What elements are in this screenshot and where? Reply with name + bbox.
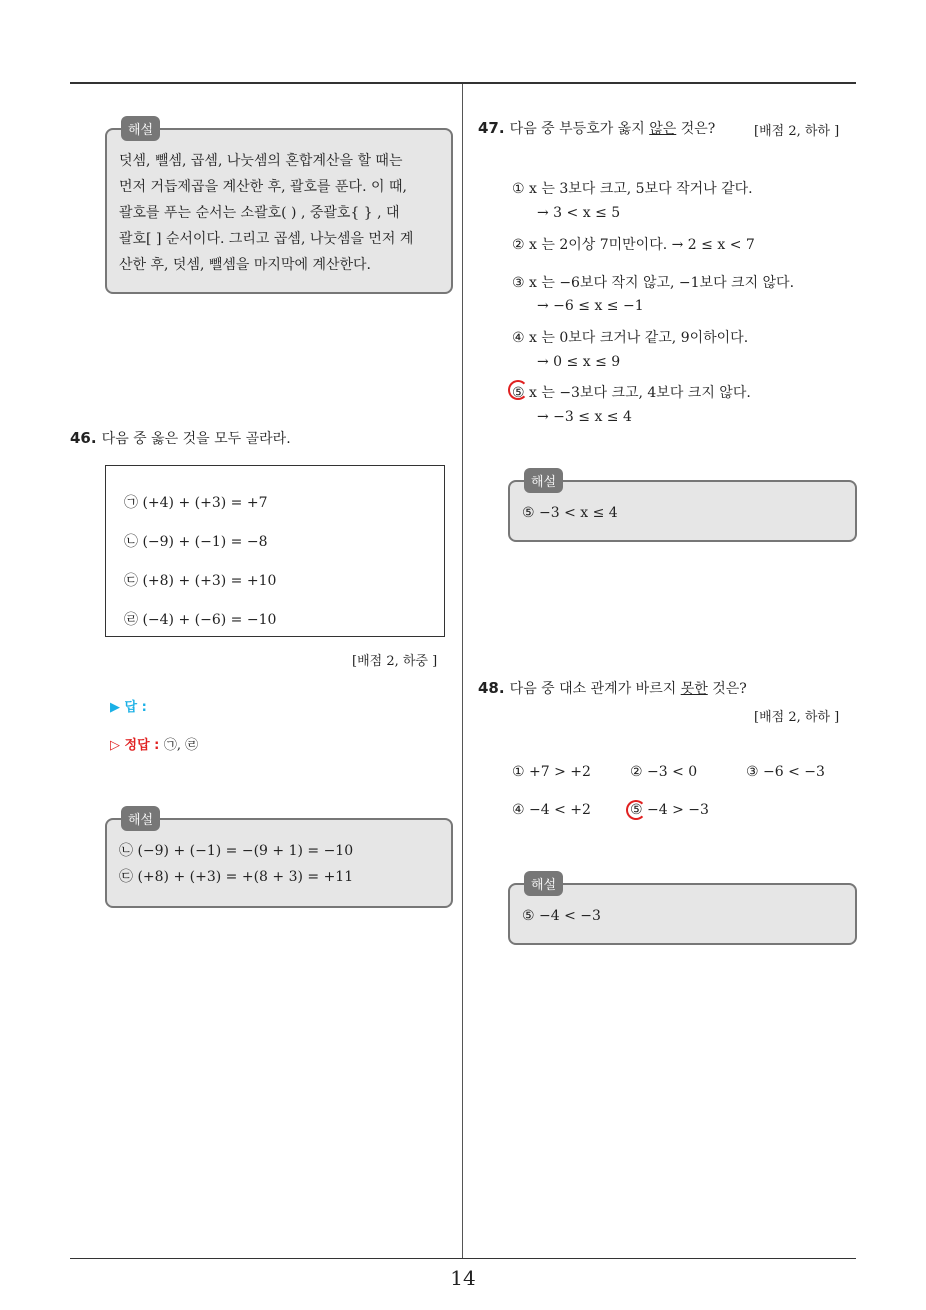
explanation-line: 괄호를 푸는 순서는 소괄호( ) , 중괄호{ } , 대 (119, 205, 400, 221)
correct-answer (110, 734, 198, 753)
question-46 (70, 428, 291, 448)
explanation-line: ㉢ (+8) + (+3) = +(8 + 3) = +11 (119, 869, 354, 885)
explanation-box-47 (508, 475, 857, 542)
option-3-sub: → −6 ≤ x ≤ −1 (537, 298, 644, 314)
explanation-tag: 해설 (121, 116, 160, 141)
explanation-tag: 해설 (524, 871, 563, 896)
correct-label: ▷ 정답 : (110, 738, 160, 753)
explanation-line: 괄호[ ] 순서이다. 그리고 곱셈, 나눗셈을 먼저 계 (119, 231, 414, 247)
score-46: [배점 2, 하중 ] (352, 654, 438, 669)
question-text: 다음 중 옳은 것을 모두 골라라. (101, 431, 291, 447)
question-48 (478, 678, 747, 698)
explanation-line: ⑤ −4 < −3 (522, 908, 601, 924)
answer-label: ▶ 답 : (110, 700, 147, 715)
explanation-box-45 (105, 123, 453, 294)
question-text-after: 것은? (676, 121, 716, 137)
bottom-rule (70, 1258, 856, 1259)
page-number: 14 (450, 1266, 476, 1290)
question-text-underlined: 않은 (649, 121, 677, 137)
option-5-sub: → −3 ≤ x ≤ 4 (537, 409, 632, 425)
question-number: 47. (478, 119, 505, 137)
option-1: ① x 는 3보다 크고, 5보다 작거나 같다. (512, 181, 753, 197)
question-text-after: 것은? (707, 681, 747, 697)
choice-item: ㉠ (+4) + (+3) = +7 (124, 495, 268, 511)
explanation-tag: 해설 (524, 468, 563, 493)
question-text-before: 다음 중 부등호가 옳지 (509, 121, 650, 137)
option-4: ④ −4 < +2 (512, 802, 591, 818)
explanation-box-46 (105, 813, 453, 908)
score-48: [배점 2, 하하 ] (754, 710, 840, 725)
option-5: ⑤ −4 > −3 (630, 802, 709, 818)
choice-item: ㉡ (−9) + (−1) = −8 (124, 534, 268, 550)
question-text-underlined: 못한 (680, 681, 708, 697)
option-2: ② x 는 2이상 7미만이다. → 2 ≤ x < 7 (512, 237, 755, 253)
option-3: ③ x 는 −6보다 작지 않고, −1보다 크지 않다. (512, 275, 795, 291)
top-rule (70, 82, 856, 84)
choice-item: ㉣ (−4) + (−6) = −10 (124, 612, 277, 628)
column-divider (462, 84, 463, 1258)
answer-mark-icon (508, 380, 528, 400)
explanation-line: 덧셈, 뺄셈, 곱셈, 나눗셈의 혼합계산을 할 때는 (119, 153, 403, 169)
question-number: 48. (478, 679, 505, 697)
explanation-line: ㉡ (−9) + (−1) = −(9 + 1) = −10 (119, 843, 354, 859)
option-1: ① +7 > +2 (512, 764, 591, 780)
option-5: ⑤ x 는 −3보다 크고, 4보다 크지 않다. (512, 385, 751, 401)
explanation-line: ⑤ −3 < x ≤ 4 (522, 505, 618, 521)
explanation-line: 먼저 거듭제곱을 계산한 후, 괄호를 푼다. 이 때, (119, 179, 407, 195)
explanation-tag: 해설 (121, 806, 160, 831)
answer-mark-icon (626, 800, 646, 820)
choice-box-46 (105, 465, 445, 637)
explanation-line: 산한 후, 덧셈, 뺄셈을 마지막에 계산한다. (119, 257, 371, 273)
question-47 (478, 118, 715, 138)
option-3: ③ −6 < −3 (746, 764, 825, 780)
option-1-sub: → 3 < x ≤ 5 (537, 205, 621, 221)
question-number: 46. (70, 429, 97, 447)
question-text-before: 다음 중 대소 관계가 바르지 (509, 681, 681, 697)
option-4: ④ x 는 0보다 크거나 같고, 9이하이다. (512, 330, 749, 346)
option-2: ② −3 < 0 (630, 764, 698, 780)
score-47: [배점 2, 하하 ] (754, 124, 840, 139)
option-4-sub: → 0 ≤ x ≤ 9 (537, 354, 621, 370)
explanation-box-48 (508, 878, 857, 945)
correct-value: ㉠, ㉣ (163, 738, 199, 753)
choice-item: ㉢ (+8) + (+3) = +10 (124, 573, 277, 589)
